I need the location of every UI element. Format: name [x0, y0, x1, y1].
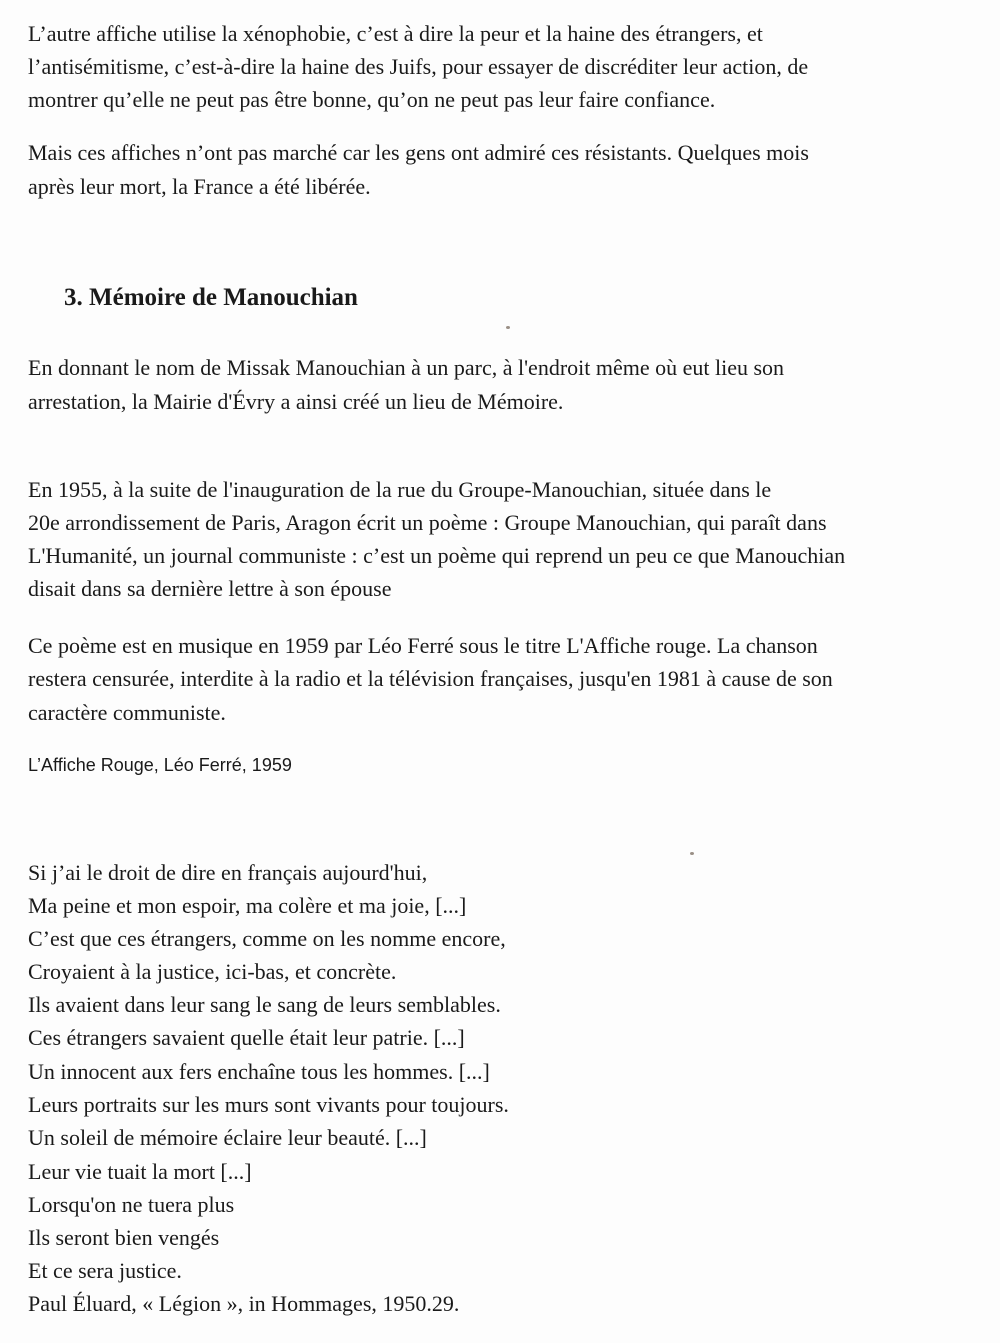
poem-line-2: Ma peine et mon espoir, ma colère et ma joie, [...] [28, 893, 467, 918]
paragraph-5-line-3: caractère communiste. [28, 700, 226, 725]
poem-line-4: Croyaient à la justice, ici-bas, et concrète. [28, 959, 397, 984]
poem-line-13: Et ce sera justice. [28, 1258, 182, 1283]
paragraph-4-line-3: L'Humanité, un journal communiste : c’est un poème qui reprend un peu ce que Manouchian [28, 543, 846, 568]
paragraph-2-line-2: après leur mort, la France a été libérée. [28, 174, 371, 199]
paragraph-1-line-1: L’autre affiche utilise la xénophobie, c’est à dire la peur et la haine des étrangers, et [28, 21, 763, 46]
song-caption: L’Affiche Rouge, Léo Ferré, 1959 [28, 755, 292, 775]
paragraph-3-line-1: En donnant le nom de Missak Manouchian à un parc, à l'endroit même où eut lieu son [28, 355, 785, 380]
poem-line-8: Leurs portraits sur les murs sont vivants pour toujours. [28, 1092, 509, 1117]
poem-line-5: Ils avaient dans leur sang le sang de leurs semblables. [28, 992, 501, 1017]
paragraph-5-line-2: restera censurée, interdite à la radio et la télévision françaises, jusqu'en 1981 à cause de son [28, 666, 833, 691]
poem-line-6: Ces étrangers savaient quelle était leur patrie. [...] [28, 1025, 465, 1050]
poem-attribution: Paul Éluard, « Légion », in Hommages, 1950.29. [28, 1291, 460, 1316]
scan-speck [506, 326, 510, 329]
paragraph-4-line-2: 20e arrondissement de Paris, Aragon écrit un poème : Groupe Manouchian, qui paraît dans [28, 510, 827, 535]
paragraph-1-line-3: montrer qu’elle ne peut pas être bonne, qu’on ne peut pas leur faire confiance. [28, 87, 716, 112]
paragraph-4-line-1: En 1955, à la suite de l'inauguration de la rue du Groupe-Manouchian, située dans le [28, 477, 772, 502]
paragraph-2-line-1: Mais ces affiches n’ont pas marché car les gens ont admiré ces résistants. Quelques mois [28, 140, 809, 165]
section-heading: 3. Mémoire de Manouchian [64, 284, 358, 311]
poem-line-12: Ils seront bien vengés [28, 1225, 220, 1250]
paragraph-3-line-2: arrestation, la Mairie d'Évry a ainsi créé un lieu de Mémoire. [28, 389, 564, 414]
poem-line-10: Leur vie tuait la mort [...] [28, 1159, 252, 1184]
poem-line-9: Un soleil de mémoire éclaire leur beauté. [...] [28, 1125, 427, 1150]
poem-line-3: C’est que ces étrangers, comme on les nomme encore, [28, 926, 506, 951]
scan-speck [690, 852, 694, 855]
poem-line-7: Un innocent aux fers enchaîne tous les hommes. [...] [28, 1059, 490, 1084]
poem-line-11: Lorsqu'on ne tuera plus [28, 1192, 235, 1217]
paragraph-1-line-2: l’antisémitisme, c’est-à-dire la haine des Juifs, pour essayer de discréditer leur action, de [28, 54, 809, 79]
paragraph-4-line-4: disait dans sa dernière lettre à son épouse [28, 576, 392, 601]
poem-line-1: Si j’ai le droit de dire en français aujourd'hui, [28, 860, 428, 885]
paragraph-5-line-1: Ce poème est en musique en 1959 par Léo Ferré sous le titre L'Affiche rouge. La chanson [28, 633, 818, 658]
